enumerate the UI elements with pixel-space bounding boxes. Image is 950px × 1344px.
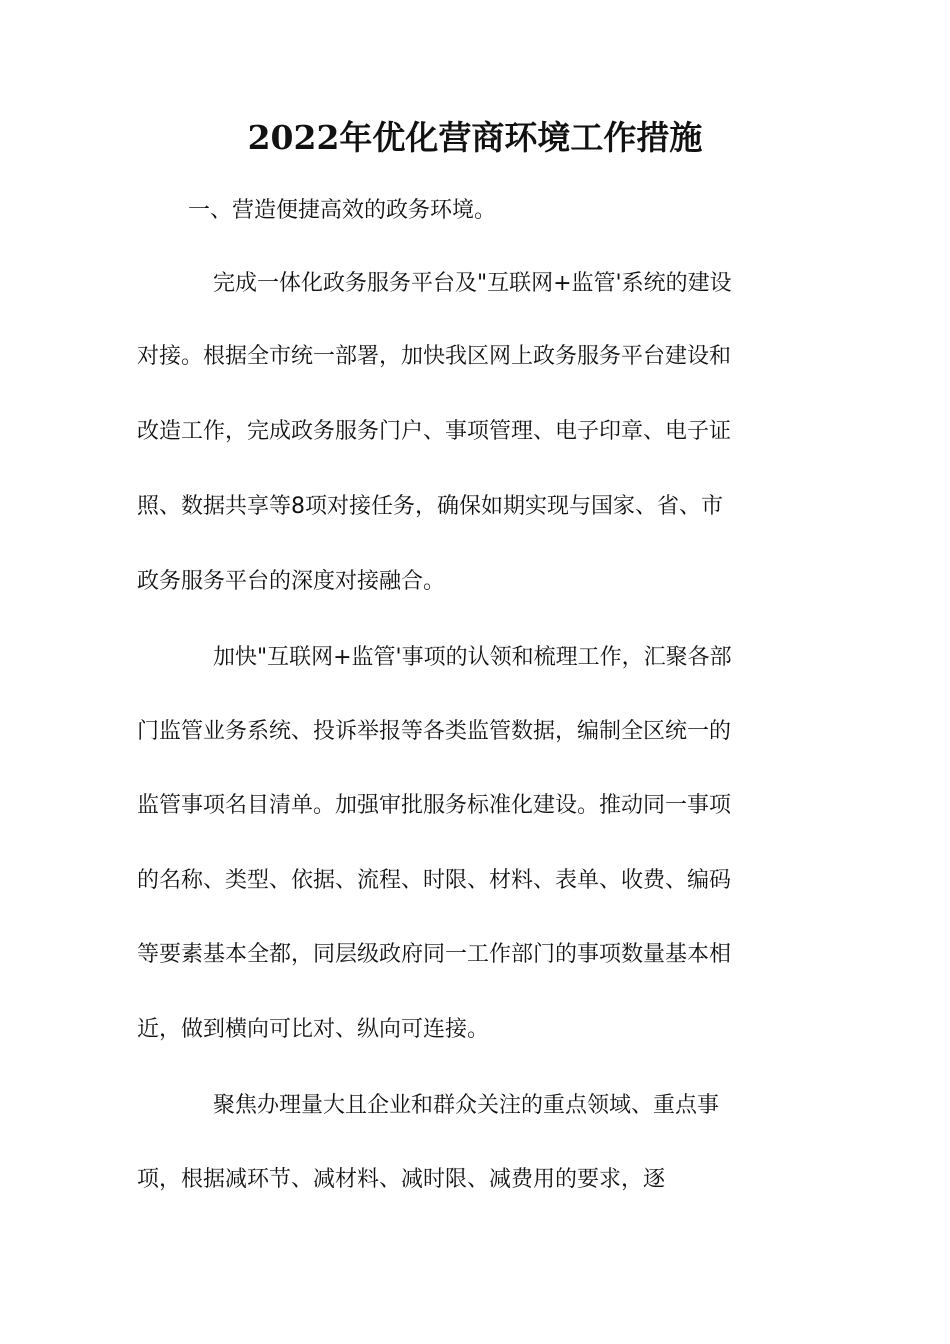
- paragraph-line: 等要素基本全都，同层级政府同一工作部门的事项数量基本相: [137, 942, 732, 967]
- paragraph-line: 照、数据共享等8项对接任务，确保如期实现与国家、省、市: [137, 494, 723, 519]
- title-year: 2022: [247, 118, 340, 157]
- paragraph-line: 聚焦办理量大且企业和群众关注的重点领域、重点事: [213, 1093, 720, 1118]
- paragraph-line: 政务服务平台的深度对接融合。: [137, 569, 446, 594]
- paragraph-line: 加快"互联网+监管'事项的认领和梳理工作，汇聚各部: [213, 645, 732, 670]
- paragraph-line: 完成一体化政务服务平台及"互联网+监管'系统的建设: [213, 271, 732, 296]
- title-text: 年优化营商环境工作措施: [339, 118, 703, 157]
- document-title: [0, 116, 950, 160]
- paragraph-line: 改造工作，完成政务服务门户、事项管理、电子印章、电子证: [137, 419, 732, 444]
- paragraph-line: 监管事项名目清单。加强审批服务标准化建设。推动同一事项: [137, 793, 732, 818]
- section-heading: 一、营造便捷高效的政务环境。: [188, 198, 497, 223]
- paragraph-line: 门监管业务系统、投诉举报等各类监管数据，编制全区统一的: [137, 719, 732, 744]
- paragraph-line: 项，根据减环节、减材料、减时限、减费用的要求，逐: [137, 1167, 666, 1192]
- paragraph-line: 的名称、类型、依据、流程、时限、材料、表单、收费、编码: [137, 868, 732, 893]
- paragraph-line: 对接。根据全市统一部署，加快我区网上政务服务平台建设和: [137, 344, 732, 369]
- paragraph-line: 近，做到横向可比对、纵向可连接。: [137, 1017, 490, 1042]
